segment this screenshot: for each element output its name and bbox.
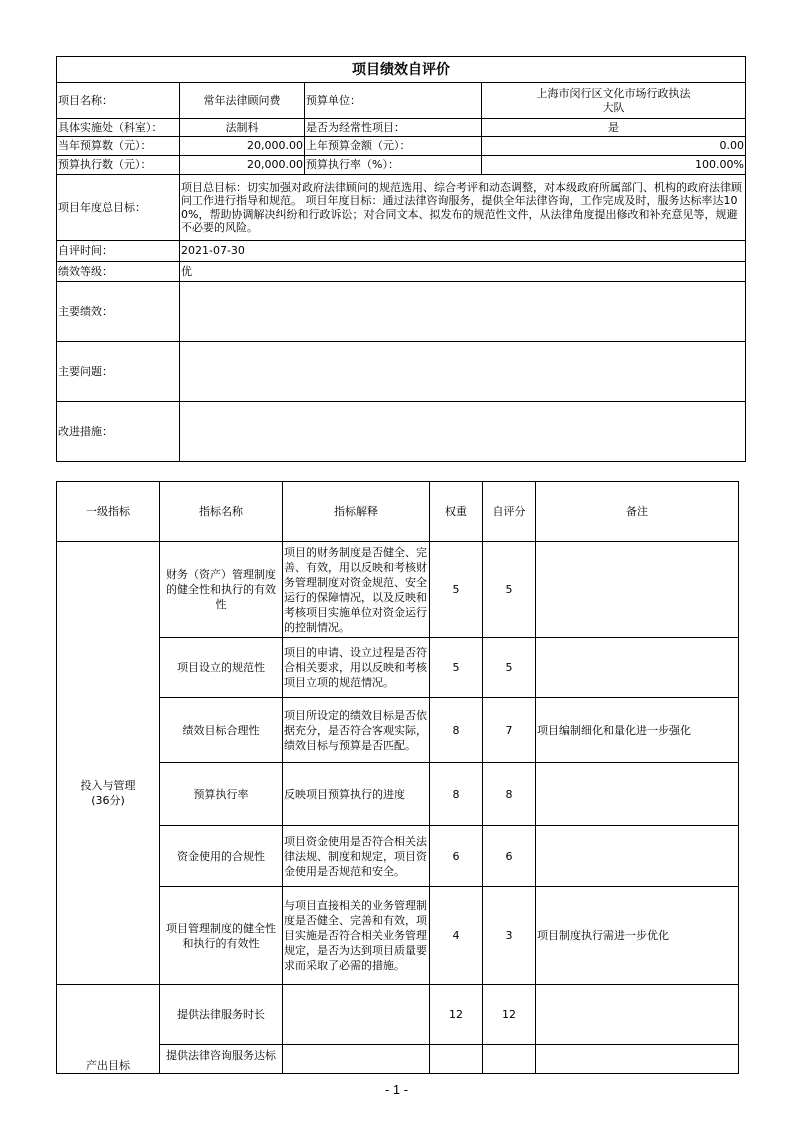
eval-time-value: 2021-07-30 xyxy=(180,241,746,262)
indicator-desc: 项目的申请、设立过程是否符合相关要求，用以反映和考核项目立项的规范情况。 xyxy=(283,638,430,698)
indicator-name: 项目设立的规范性 xyxy=(160,638,283,698)
indicator-weight: 5 xyxy=(430,542,483,638)
budget-unit-label: 预算单位： xyxy=(305,83,482,119)
row-improvements xyxy=(57,402,746,462)
main-issues-value xyxy=(180,342,746,402)
indicator-name: 绩效目标合理性 xyxy=(160,698,283,763)
main-performance-value xyxy=(180,282,746,342)
table-row xyxy=(57,638,739,698)
table-row xyxy=(57,698,739,763)
header-note: 备注 xyxy=(536,482,739,542)
table-row xyxy=(57,887,739,985)
header-score: 自评分 xyxy=(483,482,536,542)
level1-points: (36分) xyxy=(91,794,125,807)
header-name: 指标名称 xyxy=(160,482,283,542)
grade-value: 优 xyxy=(180,262,746,282)
indicator-desc xyxy=(283,985,430,1045)
indicator-name: 项目管理制度的健全性和执行的有效性 xyxy=(160,887,283,985)
last-budget-label: 上年预算金额（元）： xyxy=(305,137,482,156)
annual-goal-value: 项目总目标：切实加强对政府法律顾问的规范选用、综合考评和动态调整，对本级政府所属部门、机构的政府法律顾问工作进行指导和规范。 项目年度目标：通过法律咨询服务，提供全年法律咨询，工作完成及时，服务达标率达100%，帮助协调解决纠纷和行政诉讼；对合同文本、拟发布的规范性文件，从法律角度提出修改和补充意见等，规避不必要的风险。 xyxy=(180,175,746,241)
indicator-weight: 12 xyxy=(430,985,483,1045)
indicator-name: 预算执行率 xyxy=(160,763,283,826)
indicator-name: 提供法律咨询服务达标 xyxy=(160,1045,283,1074)
project-name-label: 项目名称： xyxy=(57,83,180,119)
annual-goal-label: 项目年度总目标： xyxy=(57,175,180,241)
improvements-value xyxy=(180,402,746,462)
table-row xyxy=(57,763,739,826)
exec-amount-value: 20,000.00 xyxy=(180,156,305,175)
grade-label: 绩效等级： xyxy=(57,262,180,282)
indicator-note: 项目编制细化和量化进一步强化 xyxy=(536,698,739,763)
header-row xyxy=(57,482,739,542)
row-grade xyxy=(57,262,746,282)
current-budget-label: 当年预算数（元）： xyxy=(57,137,180,156)
exec-rate-label: 预算执行率（%）： xyxy=(305,156,482,175)
indicator-note xyxy=(536,1045,739,1074)
indicator-note xyxy=(536,985,739,1045)
indicator-note xyxy=(536,542,739,638)
current-budget-value: 20,000.00 xyxy=(180,137,305,156)
eval-time-label: 自评时间： xyxy=(57,241,180,262)
recurring-label: 是否为经常性项目： xyxy=(305,119,482,137)
last-budget-value: 0.00 xyxy=(482,137,746,156)
table-row xyxy=(57,826,739,887)
indicator-score: 7 xyxy=(483,698,536,763)
indicator-note xyxy=(536,638,739,698)
indicator-score: 5 xyxy=(483,542,536,638)
summary-table xyxy=(56,56,746,462)
indicator-desc: 项目资金使用是否符合相关法律法规、制度和规定，项目资金使用是否规范和安全。 xyxy=(283,826,430,887)
improvements-label: 改进措施： xyxy=(57,402,180,462)
indicator-desc: 项目的财务制度是否健全、完善、有效，用以反映和考核财务管理制度对资金规范、安全运行的保障情况，以及反映和考核项目实施单位对资金运行的控制情况。 xyxy=(283,542,430,638)
indicator-score: 12 xyxy=(483,985,536,1045)
row-dept xyxy=(57,119,746,137)
dept-value: 法制科 xyxy=(180,119,305,137)
budget-unit-value: 上海市闵行区文化市场行政执法大队 xyxy=(482,83,746,119)
indicator-weight: 4 xyxy=(430,887,483,985)
indicator-score xyxy=(483,1045,536,1074)
indicator-note xyxy=(536,763,739,826)
indicator-desc: 与项目直接相关的业务管理制度是否健全、完善和有效，项目实施是否符合相关业务管理规定，是否为达到项目质量要求而采取了必需的措施。 xyxy=(283,887,430,985)
page-title: 项目绩效自评价 xyxy=(57,57,746,83)
indicator-desc xyxy=(283,1045,430,1074)
indicator-table xyxy=(56,481,739,1074)
header-desc: 指标解释 xyxy=(283,482,430,542)
exec-rate-value: 100.00% xyxy=(482,156,746,175)
row-main-issues xyxy=(57,342,746,402)
level1-label: 投入与管理 xyxy=(80,779,136,792)
table-row xyxy=(57,1045,739,1074)
indicator-name: 资金使用的合规性 xyxy=(160,826,283,887)
indicator-score: 5 xyxy=(483,638,536,698)
row-annual-goal xyxy=(57,175,746,241)
indicator-desc: 项目所设定的绩效目标是否依据充分，是否符合客观实际，绩效目标与预算是否匹配。 xyxy=(283,698,430,763)
main-issues-label: 主要问题： xyxy=(57,342,180,402)
indicator-name: 财务（资产）管理制度的健全性和执行的有效性 xyxy=(160,542,283,638)
indicator-score: 6 xyxy=(483,826,536,887)
indicator-weight: 8 xyxy=(430,698,483,763)
indicator-score: 8 xyxy=(483,763,536,826)
indicator-desc: 反映项目预算执行的进度 xyxy=(283,763,430,826)
indicator-note: 项目制度执行需进一步优化 xyxy=(536,887,739,985)
page-number: - 1 - xyxy=(384,1082,409,1097)
row-current-budget xyxy=(57,137,746,156)
row-project-name xyxy=(57,83,746,119)
indicator-name: 提供法律服务时长 xyxy=(160,985,283,1045)
project-name-value: 常年法律顾问费 xyxy=(180,83,305,119)
indicator-note xyxy=(536,826,739,887)
indicator-score: 3 xyxy=(483,887,536,985)
exec-amount-label: 预算执行数（元）： xyxy=(57,156,180,175)
indicator-weight: 5 xyxy=(430,638,483,698)
level1-label: 产出目标 xyxy=(86,1059,130,1072)
indicator-weight: 8 xyxy=(430,763,483,826)
row-eval-time xyxy=(57,241,746,262)
row-exec xyxy=(57,156,746,175)
header-weight: 权重 xyxy=(430,482,483,542)
header-level1: 一级指标 xyxy=(57,482,160,542)
row-main-performance xyxy=(57,282,746,342)
indicator-weight: 6 xyxy=(430,826,483,887)
indicator-weight xyxy=(430,1045,483,1074)
main-performance-label: 主要绩效： xyxy=(57,282,180,342)
dept-label: 具体实施处（科室）： xyxy=(57,119,180,137)
level1-cell-output-goals xyxy=(57,985,160,1074)
table-row xyxy=(57,542,739,638)
level1-cell-input-management xyxy=(57,542,160,985)
table-row xyxy=(57,985,739,1045)
recurring-value: 是 xyxy=(482,119,746,137)
